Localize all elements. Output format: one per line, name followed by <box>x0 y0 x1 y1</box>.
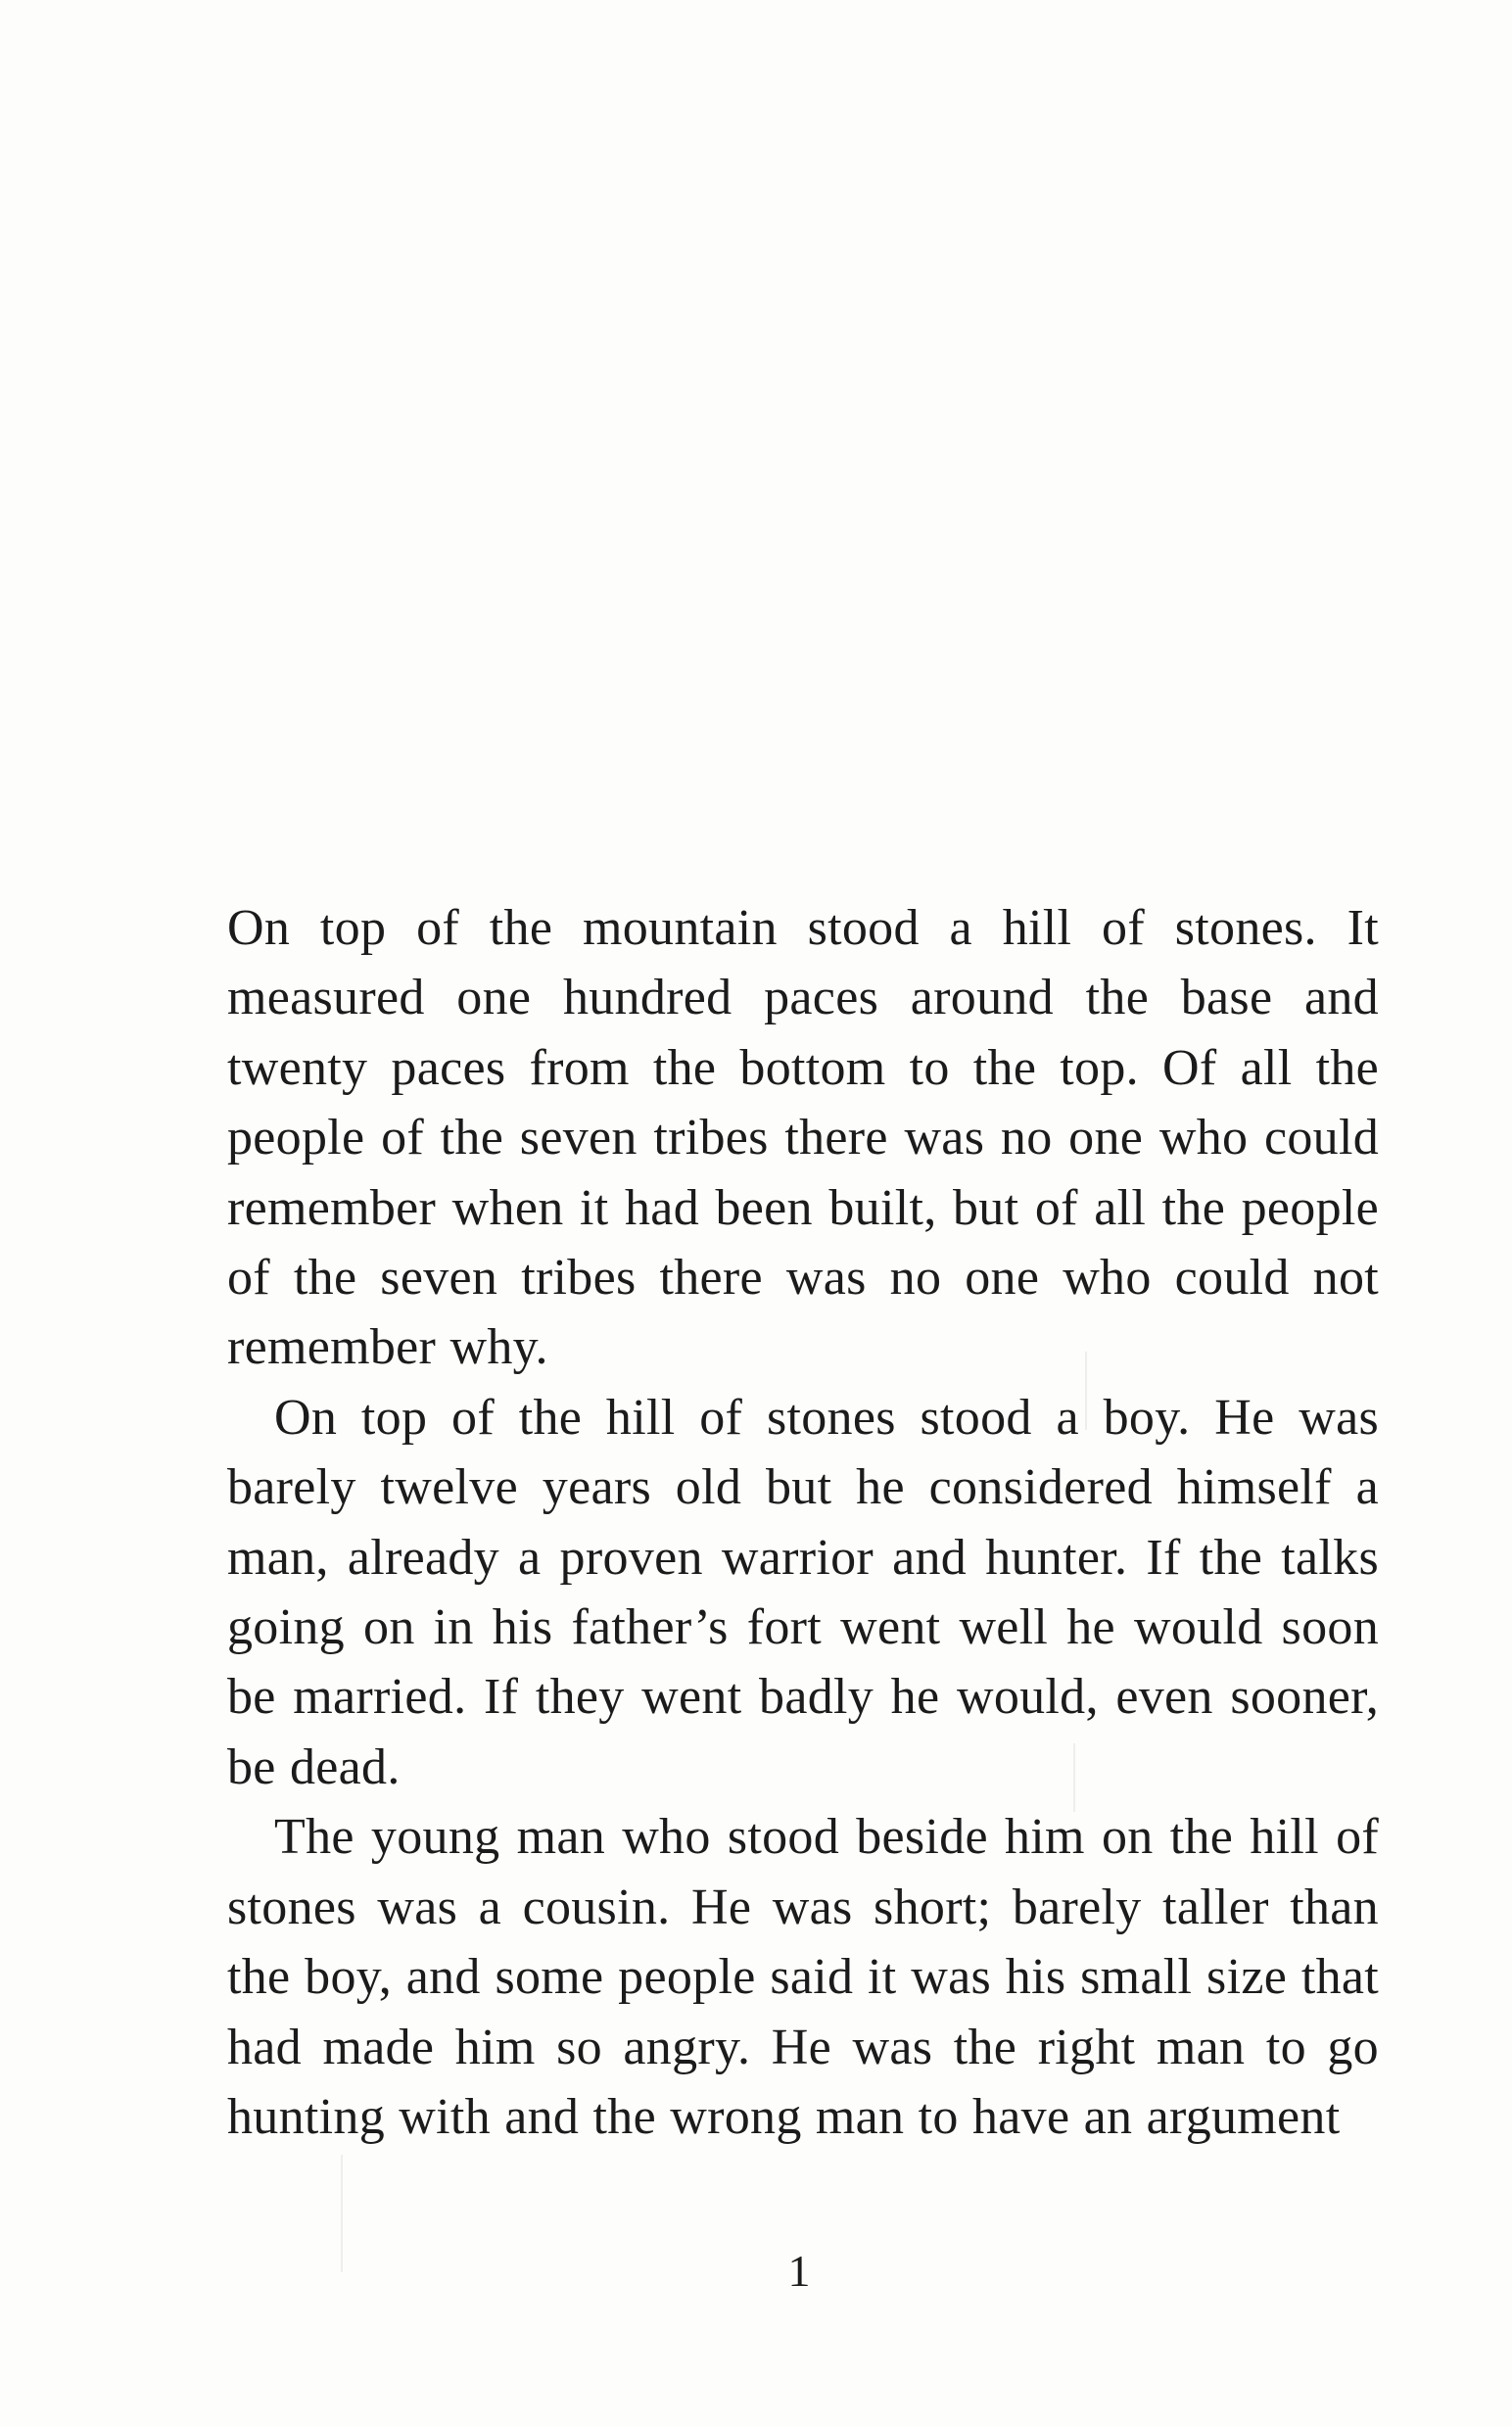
page-number: 1 <box>787 2246 811 2296</box>
paragraph-3: The young man who stood beside him on the hill of stones was a cousin. He was short; barely taller than the boy, and some people said it was his small size that had made him so angry. He was the right man to go hunting with and the wrong man to have an argument <box>227 1809 1379 2145</box>
paragraph-1: On top of the mountain stood a hill of stones. It measured one hundred paces around the base and twenty paces from the bottom to the top. Of all the people of the seven tribes there was no one who could remember when it had been built, but of all the people of the seven tribes there was no one who could not remember why. <box>227 900 1379 1376</box>
body-text <box>227 893 1379 2152</box>
paragraph-2: On top of the hill of stones stood a boy. He was barely twelve years old but he considered himself a man, already a proven warrior and hunter. If the talks going on in his father’s fort went well he would soon be married. If they went badly he would, even sooner, be dead. <box>227 1389 1379 1795</box>
